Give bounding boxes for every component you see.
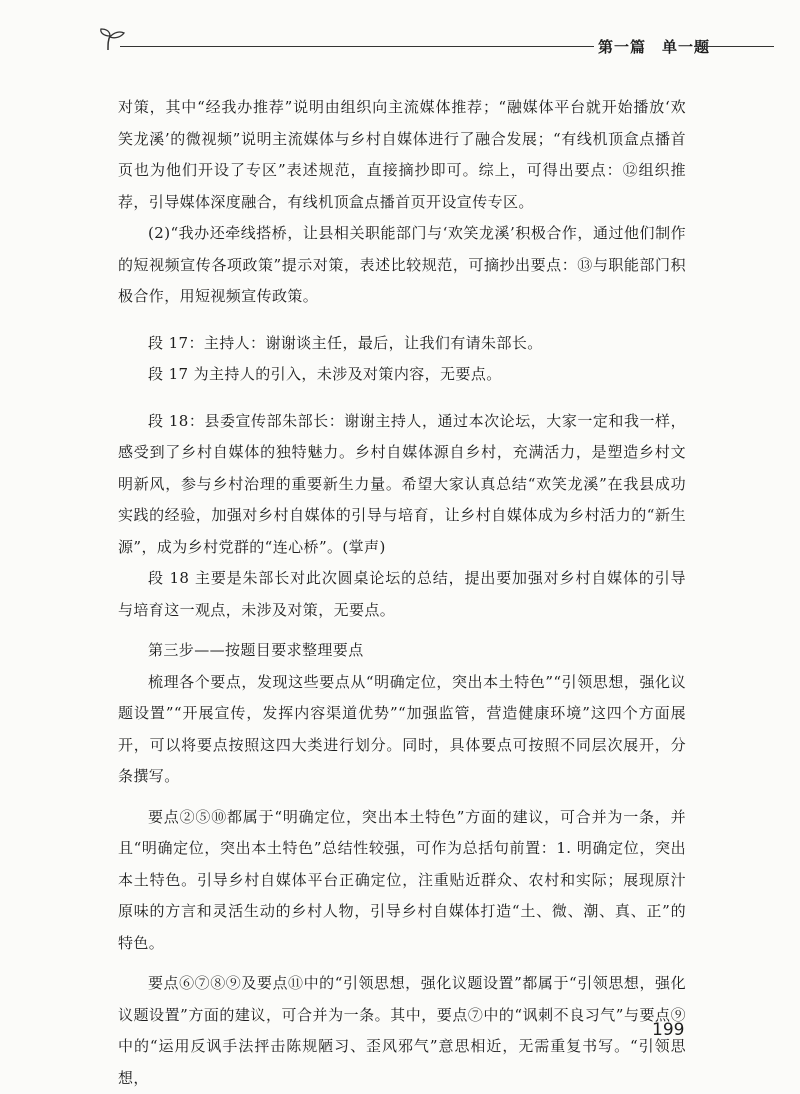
paragraph-organize: 梳理各个要点，发现这些要点从“明确定位，突出本土特色”“引领思想，强化议题设置”“开展宣传，发挥内容渠道优势”“加强监管，营造健康环境”这四个方面展开，可以将要点按照这四大类进行划分。同时，具体要点可按照不同层次展开，分条撰写。 [118,672,686,785]
page-header [98,28,774,68]
paragraph-seg17-analysis: 段 17 为主持人的引入，未涉及对策内容，无要点。 [148,365,502,383]
sprout-icon [98,28,132,52]
page-number: 199 [652,1020,685,1040]
paragraph-continuation: 对策，其中“经我办推荐”说明由组织向主流媒体推荐；“融媒体平台就开始播放‘欢笑龙溪’的微视频”说明主流媒体与乡村自媒体进行了融合发展；“有线机顶盒点播首页也为他们开设了专区”表述规范，直接摘抄即可。综上，可得出要点：⑫组织推荐，引导媒体深度融合，有线机顶盒点播首页开设宣传专区。 [118,98,686,211]
step-three-heading: 第三步——按题目要求整理要点 [148,641,364,659]
header-rule-right [694,46,774,47]
paragraph-points-group-2: 要点⑥⑦⑧⑨及要点⑪中的“引领思想，强化议题设置”都属于“引领思想，强化议题设置”方面的建议，可合并为一条。其中，要点⑦中的“讽刺不良习气”与要点⑨中的“运用反讽手法抨击陈规陋习、歪风邪气”意思相近，无需重复书写。“引领思想， [118,974,686,1087]
paragraph-points-group-1: 要点②⑤⑩都属于“明确定位，突出本土特色”方面的建议，可合并为一条，并且“明确定位，突出本土特色”总结性较强，可作为总括句前置：1. 明确定位，突出本土特色。引导乡村自媒体平台正确定位，注重贴近群众、农村和实际；展现原汁原味的方言和灵活生动的乡村人物，引导乡村自媒体打造“土、微、潮、真、正”的特色。 [118,807,686,952]
page-body [118,92,686,1094]
paragraph-seg18-analysis: 段 18 主要是朱部长对此次圆桌论坛的总结，提出要加强对乡村自媒体的引导与培育这一观点，未涉及对策，无要点。 [118,569,686,619]
header-rule-left [120,46,594,47]
paragraph-point-2: (2)“我办还牵线搭桥，让县相关职能部门与‘欢笑龙溪’积极合作，通过他们制作的短视频宣传各项政策”提示对策，表述比较规范，可摘抄出要点：⑬与职能部门积极合作，用短视频宣传政策。 [118,224,686,305]
section-title: 第一篇 单一题 [598,38,711,56]
paragraph-seg17: 段 17：主持人：谢谢谈主任，最后，让我们有请朱部长。 [148,333,543,352]
paragraph-seg18: 段 18：县委宣传部朱部长：谢谢主持人，通过本次论坛，大家一定和我一样，感受到了乡村自媒体的独特魅力。乡村自媒体源自乡村，充满活力，是塑造乡村文明新风，参与乡村治理的重要新生力量。希望大家认真总结“欢笑龙溪”在我县成功实践的经验，加强对乡村自媒体的引导与培育，让乡村自媒体成为乡村活力的“新生源”，成为乡村党群的“连心桥”。(掌声) [118,411,686,556]
